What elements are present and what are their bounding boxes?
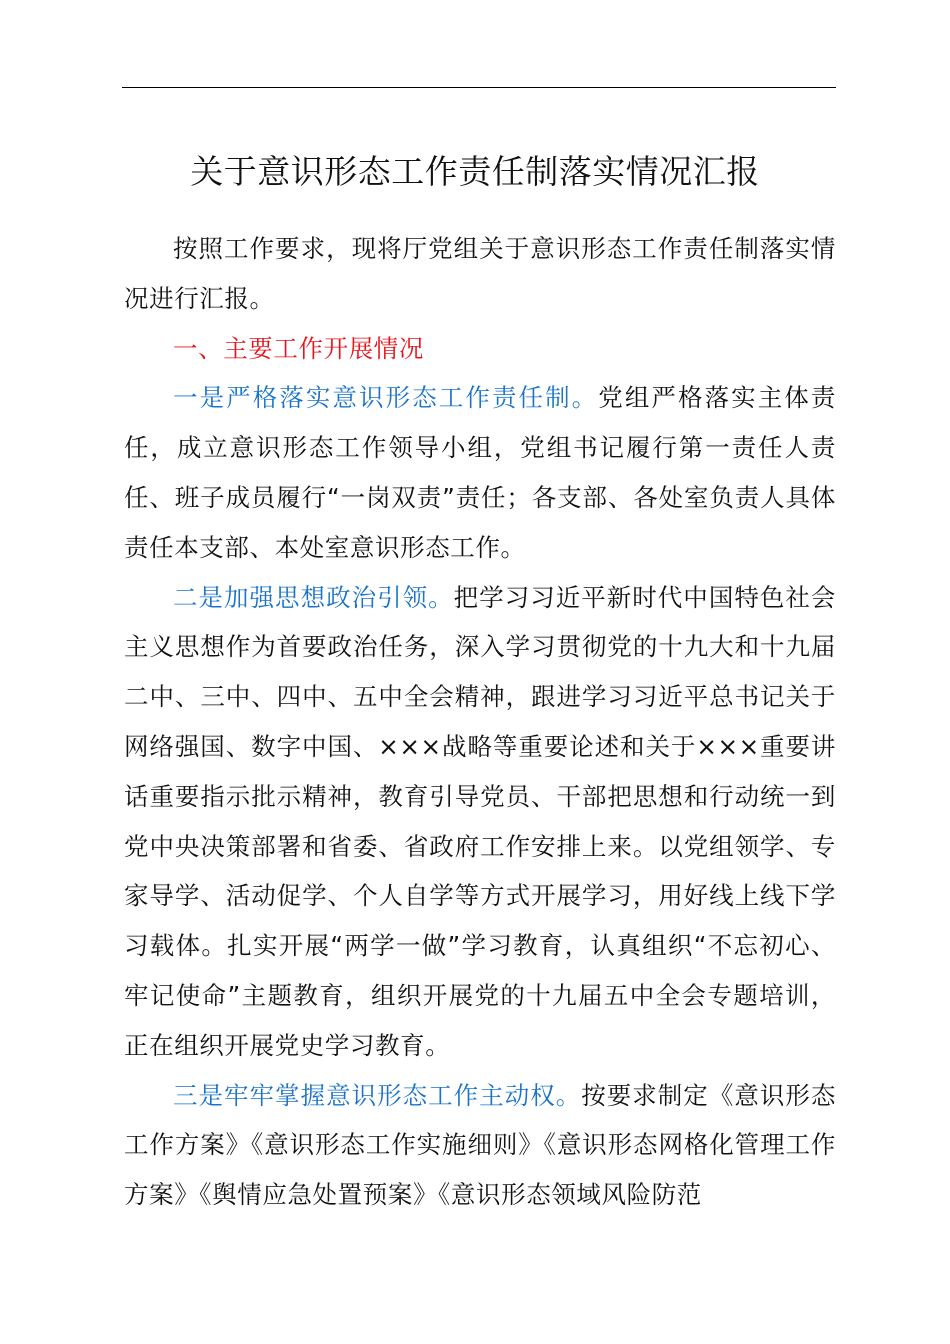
paragraph-1	[124, 373, 836, 572]
paragraph-2-lead: 二是加强思想政治引领。	[173, 582, 454, 612]
section-heading-1: 一、主要工作开展情况	[173, 333, 424, 363]
paragraph-3-text: 按要求制定《意识形态工作方案》《意识形态工作实施细则》《意识形态网格化管理工作方案》《舆情应急处置预案》《意识形态领域风险防范	[124, 1080, 836, 1210]
intro-paragraph: 按照工作要求，现将厅党组关于意识形态工作责任制落实情况进行汇报。	[124, 234, 836, 313]
document-title: 关于意识形态工作责任制落实情况汇报	[190, 152, 760, 191]
paragraph-3-lead: 三是牢牢掌握意识形态工作主动权。	[173, 1080, 582, 1110]
paragraph-1-text: 党组严格落实主体责任，成立意识形态工作领导小组，党组书记履行第一责任人责任、班子成员履行“一岗双责”责任；各支部、各处室负责人具体责任本支部、本处室意识形态工作。	[124, 383, 836, 562]
document-body	[124, 224, 836, 1220]
header-rule	[122, 87, 836, 88]
paragraph-2-text: 把学习习近平新时代中国特色社会主义思想作为首要政治任务，深入学习贯彻党的十九大和十九届二中、三中、四中、五中全会精神，跟进学习习近平总书记关于网络强国、数字中国、×××战略等重要论述和关于×××重要讲话重要指示批示精神，教育引导党员、干部把思想和行动统一到党中央决策部署和省委、省政府工作安排上来。以党组领学、专家导学、活动促学、个人自学等方式开展学习，用好线上线下学习载体。扎实开展“两学一做”学习教育，认真组织“不忘初心、牢记使命”主题教育，组织开展党的十九届五中全会专题培训，正在组织开展党史学习教育。	[124, 582, 836, 1060]
paragraph-3	[124, 1071, 836, 1220]
paragraph-2	[124, 573, 836, 1071]
paragraph-1-lead: 一是严格落实意识形态工作责任制。	[173, 383, 599, 413]
